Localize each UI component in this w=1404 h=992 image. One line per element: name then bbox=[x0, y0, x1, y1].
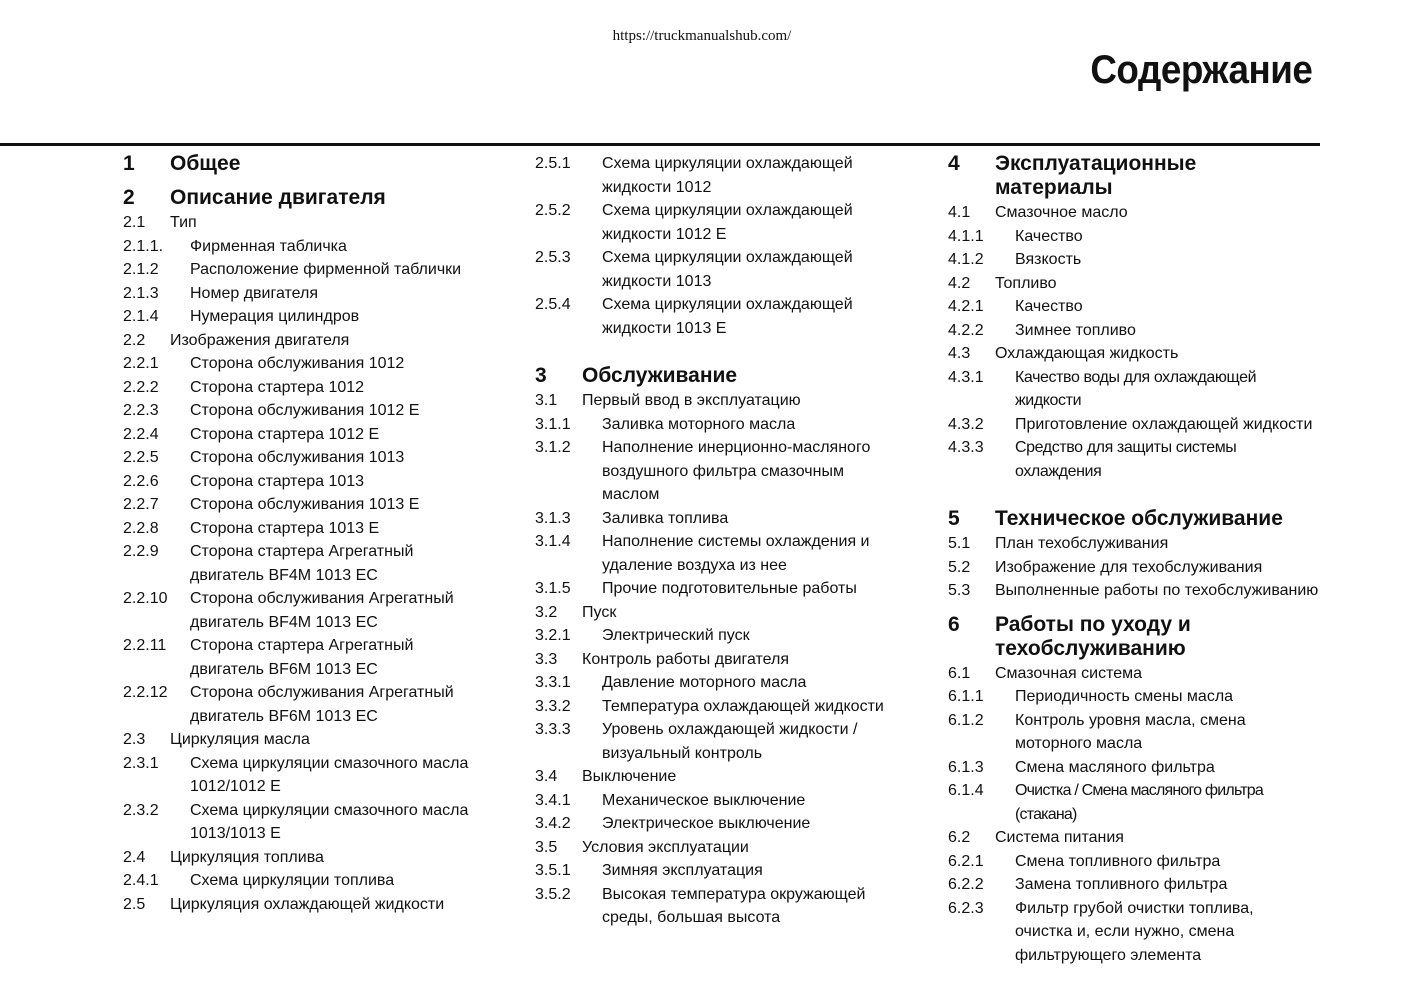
toc-entry[interactable] bbox=[123, 869, 513, 893]
toc-entry[interactable] bbox=[535, 152, 930, 199]
toc-number: 2.2.9 bbox=[123, 543, 159, 560]
toc-number: 3.1.3 bbox=[535, 509, 571, 527]
toc-title: Схема циркуляции охлаждающей жидкости 1013 bbox=[602, 249, 853, 290]
toc-number: 2.1.4 bbox=[123, 308, 159, 325]
toc-number: 6.1.1 bbox=[948, 688, 984, 705]
toc-title: Циркуляция масла bbox=[170, 731, 310, 748]
toc-entry[interactable] bbox=[948, 826, 1328, 850]
toc-entry[interactable] bbox=[535, 624, 930, 648]
toc-entry[interactable] bbox=[535, 246, 930, 293]
toc-title: Электрическое выключение bbox=[602, 815, 811, 832]
toc-title: Контроль уровня масла, смена моторного масла bbox=[1015, 711, 1246, 752]
toc-number: 2.2.10 bbox=[123, 590, 168, 607]
toc-title: Сторона стартера 1012 E bbox=[190, 425, 380, 443]
toc-title: Циркуляция охлаждающей жидкости bbox=[170, 895, 445, 913]
source-url[interactable]: https://truckmanualshub.com/ bbox=[612, 28, 792, 44]
toc-title: Описание двигателя bbox=[170, 186, 386, 209]
toc-title: Электрический пуск bbox=[602, 627, 750, 644]
toc-title: Смена топливного фильтра bbox=[1015, 852, 1221, 870]
toc-number: 4.2 bbox=[948, 274, 971, 292]
toc-title: Схема циркуляции топлива bbox=[190, 872, 395, 889]
toc-title: Качество bbox=[1015, 298, 1083, 315]
toc-entry[interactable] bbox=[123, 282, 513, 306]
toc-title: Схема циркуляции охлаждающей жидкости 1013 E bbox=[602, 296, 853, 337]
toc-entry[interactable] bbox=[535, 293, 930, 340]
toc-title: Нумерация цилиндров bbox=[190, 308, 360, 325]
toc-title: Обслуживание bbox=[582, 364, 738, 387]
toc-number: 2.3.2 bbox=[123, 801, 159, 819]
toc-chapter[interactable] bbox=[948, 507, 1328, 531]
toc-title: Механическое выключение bbox=[602, 791, 806, 809]
toc-number: 2.2.12 bbox=[123, 684, 168, 701]
toc-title: Сторона обслуживания 1013 E bbox=[190, 496, 420, 513]
toc-title: Сторона обслуживания 1012 E bbox=[190, 402, 420, 419]
toc-number: 6.1.3 bbox=[948, 758, 984, 776]
toc-number: 6.2.1 bbox=[948, 852, 984, 870]
toc-title: Средство для защиты системы охлаждения bbox=[1015, 439, 1237, 480]
toc-number: 3.4.2 bbox=[535, 815, 571, 832]
toc-title: Изображения двигателя bbox=[170, 331, 350, 349]
toc-title: Охлаждающая жидкость bbox=[995, 345, 1179, 362]
toc-title: Качество воды для охлаждающей жидкости bbox=[1015, 368, 1257, 409]
toc-title: План техобслуживания bbox=[995, 535, 1169, 552]
toc-number: 4.3 bbox=[948, 345, 971, 362]
toc-entry[interactable] bbox=[123, 681, 513, 728]
toc-number: 2 bbox=[123, 186, 135, 209]
toc-entry[interactable] bbox=[123, 235, 513, 259]
toc-title: Схема циркуляции охлаждающей жидкости 1012 E bbox=[602, 202, 853, 243]
toc-entry[interactable] bbox=[948, 413, 1328, 437]
toc-number: 2.2.1 bbox=[123, 355, 159, 372]
toc-entry[interactable] bbox=[948, 436, 1328, 483]
toc-entry[interactable] bbox=[948, 366, 1328, 413]
toc-number: 2.3 bbox=[123, 731, 146, 748]
toc-chapter[interactable] bbox=[535, 364, 930, 388]
toc-number: 4.3.1 bbox=[948, 368, 984, 386]
toc-number: 3.3.3 bbox=[535, 721, 571, 738]
toc-number: 6.1 bbox=[948, 664, 971, 682]
toc-number: 2.2.3 bbox=[123, 402, 159, 419]
toc-number: 5 bbox=[948, 507, 960, 530]
toc-entry[interactable] bbox=[535, 765, 930, 789]
toc-entry[interactable] bbox=[123, 893, 513, 917]
toc-entry[interactable] bbox=[535, 507, 930, 531]
toc-number: 3.5.1 bbox=[535, 862, 571, 879]
toc-number: 2.5 bbox=[123, 895, 146, 913]
toc-title: Топливо bbox=[995, 274, 1057, 292]
toc-entry[interactable] bbox=[535, 530, 930, 577]
toc-title: Схема циркуляции смазочного масла 1012/1012 E bbox=[190, 754, 469, 795]
toc-title: Фирменная табличка bbox=[190, 237, 347, 255]
toc-title: Фильтр грубой очистки топлива, очистка и, если нужно, смена фильтрующего элемента bbox=[1015, 899, 1254, 964]
toc-title: Техническое обслуживание bbox=[995, 507, 1283, 530]
toc-title: Эксплуатационные материалы bbox=[995, 152, 1197, 199]
toc-title: Наполнение системы охлаждения и удаление воздуха из нее bbox=[602, 533, 870, 574]
toc-column-3 bbox=[948, 152, 1328, 967]
toc-number: 3.3.1 bbox=[535, 674, 571, 691]
toc-number: 2.2.4 bbox=[123, 425, 159, 443]
toc-entry[interactable] bbox=[535, 413, 930, 437]
toc-title: Сторона стартера Агрегатный двигатель BF4M 1013 EC bbox=[190, 543, 414, 584]
header-divider bbox=[0, 143, 1320, 146]
toc-entry[interactable] bbox=[123, 329, 513, 353]
toc-entry[interactable] bbox=[948, 709, 1328, 756]
toc-entry[interactable] bbox=[123, 540, 513, 587]
toc-entry[interactable] bbox=[535, 718, 930, 765]
toc-entry[interactable] bbox=[535, 199, 930, 246]
toc-title: Общее bbox=[170, 152, 241, 175]
toc-entry[interactable] bbox=[948, 662, 1328, 686]
toc-number: 2.5.2 bbox=[535, 202, 571, 219]
toc-entry[interactable] bbox=[535, 436, 930, 507]
toc-number: 3.5.2 bbox=[535, 885, 571, 903]
toc-number: 2.2.2 bbox=[123, 378, 159, 396]
toc-column-1 bbox=[123, 152, 513, 916]
toc-title: Работы по уходу и техобслуживанию bbox=[995, 612, 1191, 660]
toc-entry[interactable] bbox=[535, 389, 930, 413]
toc-entry[interactable] bbox=[123, 258, 513, 282]
toc-number: 2.5.1 bbox=[535, 155, 571, 172]
toc-title: Смена масляного фильтра bbox=[1015, 758, 1215, 776]
toc-entry[interactable] bbox=[123, 446, 513, 470]
toc-number: 2.2.5 bbox=[123, 449, 159, 466]
toc-number: 2.5.4 bbox=[535, 296, 571, 313]
toc-number: 2.1 bbox=[123, 214, 146, 231]
toc-entry[interactable] bbox=[948, 579, 1328, 603]
toc-title: Приготовление охлаждающей жидкости bbox=[1015, 415, 1313, 433]
toc-number: 2.4 bbox=[123, 848, 146, 866]
toc-entry[interactable] bbox=[535, 859, 930, 883]
toc-entry[interactable] bbox=[535, 695, 930, 719]
toc-title: Сторона стартера 1013 bbox=[190, 472, 365, 490]
toc-entry[interactable] bbox=[123, 305, 513, 329]
toc-title: Сторона стартера 1012 bbox=[190, 378, 365, 396]
toc-entry[interactable] bbox=[123, 376, 513, 400]
toc-number: 3.2 bbox=[535, 603, 558, 621]
toc-number: 3.1.2 bbox=[535, 439, 571, 456]
toc-title: Периодичность смены масла bbox=[1015, 688, 1234, 705]
toc-entry[interactable] bbox=[948, 532, 1328, 556]
toc-title: Заливка топлива bbox=[602, 509, 729, 527]
toc-entry[interactable] bbox=[948, 556, 1328, 580]
toc-number: 3.5 bbox=[535, 838, 558, 856]
toc-number: 2.2.11 bbox=[123, 637, 167, 654]
toc-column-2 bbox=[535, 152, 930, 930]
toc-title: Вязкость bbox=[1015, 251, 1082, 268]
toc-entry[interactable] bbox=[535, 601, 930, 625]
toc-chapter[interactable] bbox=[948, 152, 1328, 200]
toc-number: 6.2 bbox=[948, 829, 971, 846]
toc-number: 4.2.1 bbox=[948, 298, 984, 315]
toc-number: 4 bbox=[948, 152, 960, 175]
toc-entry[interactable] bbox=[948, 272, 1328, 296]
toc-title: Сторона обслуживания Агрегатный двигатель BF4M 1013 EC bbox=[190, 590, 454, 631]
toc-title: Изображение для техобслуживания bbox=[995, 558, 1263, 576]
toc-title: Сторона стартера 1013 E bbox=[190, 519, 380, 537]
toc-number: 3.1 bbox=[535, 392, 558, 409]
toc-entry[interactable] bbox=[123, 728, 513, 752]
toc-entry[interactable] bbox=[948, 685, 1328, 709]
toc-number: 3.4 bbox=[535, 768, 558, 785]
toc-title: Очистка / Смена масляного фильтра (стакана) bbox=[1015, 782, 1263, 823]
toc-title: Замена топливного фильтра bbox=[1015, 876, 1228, 893]
toc-entry[interactable] bbox=[535, 836, 930, 860]
toc-title: Схема циркуляции смазочного масла 1013/1013 E bbox=[190, 801, 469, 842]
toc-entry[interactable] bbox=[123, 517, 513, 541]
toc-number: 6 bbox=[948, 612, 960, 636]
toc-title: Тип bbox=[170, 214, 197, 231]
toc-title: Зимнее топливо bbox=[1015, 321, 1136, 339]
toc-number: 5.3 bbox=[948, 582, 971, 599]
toc-number: 3.3.2 bbox=[535, 697, 571, 715]
toc-number: 4.2.2 bbox=[948, 321, 984, 339]
toc-entry[interactable] bbox=[123, 846, 513, 870]
toc-number: 3.1.4 bbox=[535, 533, 571, 550]
toc-title: Сторона стартера Агрегатный двигатель BF6M 1013 EC bbox=[190, 637, 414, 678]
toc-entry[interactable] bbox=[948, 201, 1328, 225]
toc-title: Сторона обслуживания Агрегатный двигатель BF6M 1013 EC bbox=[190, 684, 454, 725]
toc-entry[interactable] bbox=[535, 577, 930, 601]
toc-entry[interactable] bbox=[535, 883, 930, 930]
toc-number: 2.1.3 bbox=[123, 284, 159, 302]
toc-title: Выполненные работы по техобслуживанию bbox=[995, 582, 1319, 599]
toc-title: Первый ввод в эксплуатацию bbox=[582, 392, 801, 409]
toc-title: Сторона обслуживания 1012 bbox=[190, 355, 405, 372]
toc-number: 2.3.1 bbox=[123, 754, 159, 772]
toc-number: 2.1.1. bbox=[123, 237, 164, 255]
toc-entry[interactable] bbox=[948, 248, 1328, 272]
toc-entry[interactable] bbox=[535, 812, 930, 836]
toc-title: Прочие подготовительные работы bbox=[602, 580, 857, 597]
toc-entry[interactable] bbox=[123, 634, 513, 681]
toc-chapter[interactable] bbox=[123, 152, 513, 176]
toc-title: Смазочная система bbox=[995, 664, 1143, 682]
toc-chapter[interactable] bbox=[948, 613, 1328, 661]
toc-title: Выключение bbox=[582, 768, 677, 785]
toc-entry[interactable] bbox=[948, 873, 1328, 897]
toc-entry[interactable] bbox=[123, 352, 513, 376]
toc-title: Система питания bbox=[995, 829, 1124, 846]
toc-title: Давление моторного масла bbox=[602, 674, 807, 691]
toc-number: 5.2 bbox=[948, 558, 971, 576]
toc-number: 3.4.1 bbox=[535, 791, 571, 809]
toc-title: Наполнение инерционно-масляного воздушного фильтра смазочным маслом bbox=[602, 439, 871, 503]
toc-entry[interactable] bbox=[948, 850, 1328, 874]
toc-title: Зимняя эксплуатация bbox=[602, 862, 763, 879]
toc-title: Качество bbox=[1015, 227, 1083, 245]
toc-number: 4.1.2 bbox=[948, 251, 984, 268]
toc-number: 6.2.3 bbox=[948, 899, 984, 917]
toc-entry[interactable] bbox=[535, 648, 930, 672]
toc-entry[interactable] bbox=[123, 799, 513, 846]
toc-number: 3 bbox=[535, 364, 547, 387]
toc-entry[interactable] bbox=[123, 423, 513, 447]
toc-number: 1 bbox=[123, 152, 135, 175]
toc-number: 4.3.2 bbox=[948, 415, 984, 433]
toc-number: 3.1.5 bbox=[535, 580, 571, 597]
toc-entry[interactable] bbox=[123, 752, 513, 799]
toc-entry[interactable] bbox=[948, 319, 1328, 343]
toc-number: 2.2.8 bbox=[123, 519, 159, 537]
toc-title: Смазочное масло bbox=[995, 204, 1128, 221]
toc-number: 2.4.1 bbox=[123, 872, 159, 889]
toc-entry[interactable] bbox=[948, 342, 1328, 366]
toc-title: Заливка моторного масла bbox=[602, 415, 796, 433]
toc-number: 6.1.4 bbox=[948, 782, 984, 799]
toc-number: 6.2.2 bbox=[948, 876, 984, 893]
toc-number: 2.2.7 bbox=[123, 496, 159, 513]
toc-title: Расположение фирменной таблички bbox=[190, 261, 462, 278]
toc-entry[interactable] bbox=[948, 295, 1328, 319]
toc-title: Номер двигателя bbox=[190, 284, 319, 302]
toc-number: 5.1 bbox=[948, 535, 971, 552]
toc-title: Схема циркуляции охлаждающей жидкости 1012 bbox=[602, 155, 853, 196]
toc-title: Уровень охлаждающей жидкости / визуальный контроль bbox=[602, 721, 858, 762]
toc-number: 3.3 bbox=[535, 650, 558, 668]
toc-entry[interactable] bbox=[123, 587, 513, 634]
toc-number: 4.3.3 bbox=[948, 439, 984, 456]
toc-title: Пуск bbox=[582, 603, 617, 621]
toc-entry[interactable] bbox=[535, 671, 930, 695]
toc-title: Температура охлаждающей жидкости bbox=[602, 697, 884, 715]
toc-number: 2.5.3 bbox=[535, 249, 571, 266]
toc-number: 4.1.1 bbox=[948, 227, 984, 245]
toc-entry[interactable] bbox=[123, 211, 513, 235]
toc-entry[interactable] bbox=[123, 399, 513, 423]
toc-title: Высокая температура окружающей среды, большая высота bbox=[602, 885, 866, 926]
toc-entry[interactable] bbox=[948, 756, 1328, 780]
toc-title: Циркуляция топлива bbox=[170, 848, 324, 866]
toc-entry[interactable] bbox=[948, 897, 1328, 968]
toc-number: 4.1 bbox=[948, 204, 971, 221]
toc-number: 3.2.1 bbox=[535, 627, 571, 644]
toc-entry[interactable] bbox=[948, 225, 1328, 249]
toc-title: Условия эксплуатации bbox=[582, 838, 749, 856]
toc-number: 6.1.2 bbox=[948, 711, 984, 729]
toc-entry[interactable] bbox=[123, 493, 513, 517]
page-title: Содержание bbox=[1089, 48, 1312, 92]
toc-entry[interactable] bbox=[948, 779, 1328, 826]
toc-number: 3.1.1 bbox=[535, 415, 571, 433]
toc-title: Сторона обслуживания 1013 bbox=[190, 449, 405, 466]
toc-title: Контроль работы двигателя bbox=[582, 650, 790, 668]
toc-entry[interactable] bbox=[123, 470, 513, 494]
toc-chapter[interactable] bbox=[123, 186, 513, 210]
toc-entry[interactable] bbox=[535, 789, 930, 813]
toc-number: 2.1.2 bbox=[123, 261, 159, 278]
toc-number: 2.2 bbox=[123, 331, 146, 349]
toc-number: 2.2.6 bbox=[123, 472, 159, 490]
